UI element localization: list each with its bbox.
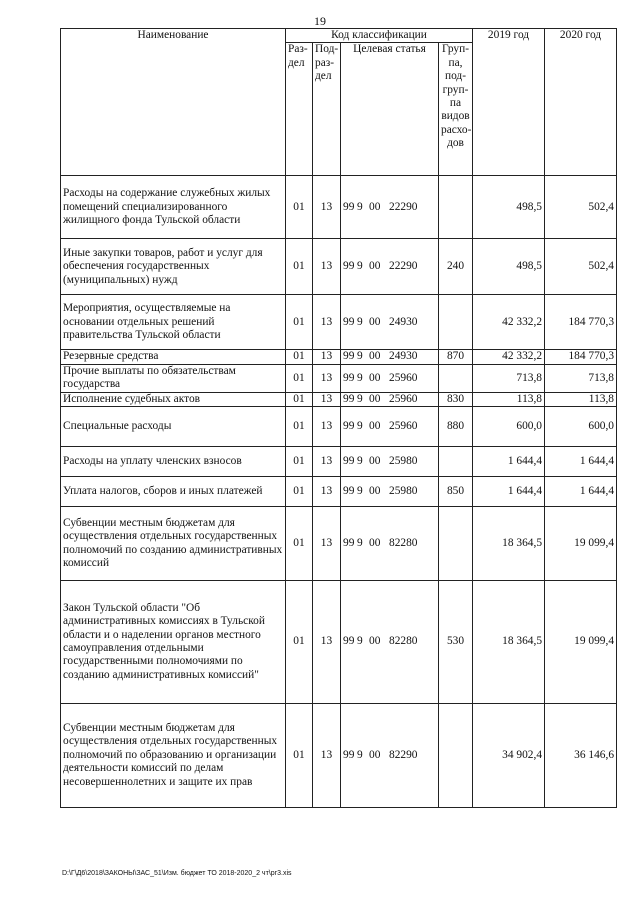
row-section: 01 bbox=[286, 447, 313, 477]
row-expense-group: 850 bbox=[439, 477, 473, 507]
target-part-1: 99 bbox=[343, 392, 355, 405]
row-subsection: 13 bbox=[313, 176, 341, 239]
row-target-article bbox=[341, 239, 439, 295]
row-year-2020: 502,4 bbox=[545, 176, 617, 239]
row-year-2020: 1 644,4 bbox=[545, 447, 617, 477]
row-year-2020: 713,8 bbox=[545, 364, 617, 392]
row-subsection: 13 bbox=[313, 581, 341, 704]
header-section: Раз- дел bbox=[286, 43, 313, 176]
row-expense-group: 870 bbox=[439, 350, 473, 364]
row-target-article bbox=[341, 350, 439, 364]
row-section: 01 bbox=[286, 350, 313, 364]
target-part-4: 24930 bbox=[389, 350, 418, 363]
header-expense-group: Груп- па, под- груп- па видов расхо- дов bbox=[439, 43, 473, 176]
target-part-4: 82290 bbox=[389, 748, 418, 761]
target-part-1: 99 bbox=[343, 748, 355, 761]
row-year-2019: 1 644,4 bbox=[473, 447, 545, 477]
table-row bbox=[61, 581, 617, 704]
row-section: 01 bbox=[286, 295, 313, 350]
row-expense-group bbox=[439, 176, 473, 239]
row-year-2019: 713,8 bbox=[473, 364, 545, 392]
row-section: 01 bbox=[286, 407, 313, 447]
row-subsection: 13 bbox=[313, 392, 341, 406]
page-number: 19 bbox=[314, 14, 326, 28]
row-year-2020: 19 099,4 bbox=[545, 581, 617, 704]
row-target-article bbox=[341, 507, 439, 581]
row-subsection: 13 bbox=[313, 239, 341, 295]
row-section: 01 bbox=[286, 507, 313, 581]
header-year-2020: 2020 год bbox=[545, 29, 617, 176]
target-part-3: 00 bbox=[369, 748, 381, 761]
row-expense-group bbox=[439, 364, 473, 392]
row-expense-group: 530 bbox=[439, 581, 473, 704]
row-section: 01 bbox=[286, 477, 313, 507]
table-header bbox=[61, 29, 617, 176]
target-part-3: 00 bbox=[369, 454, 381, 467]
header-year-2019: 2019 год bbox=[473, 29, 545, 176]
row-year-2019: 42 332,2 bbox=[473, 350, 545, 364]
row-target-article bbox=[341, 581, 439, 704]
row-name: Субвенции местным бюджетам для осуществления отдельных государственных полномочий по созданию административных комиссий bbox=[61, 507, 286, 581]
table-row bbox=[61, 295, 617, 350]
row-target-article bbox=[341, 295, 439, 350]
row-section: 01 bbox=[286, 239, 313, 295]
table-row bbox=[61, 704, 617, 808]
header-target-article: Целевая статья bbox=[341, 43, 439, 176]
target-part-1: 99 bbox=[343, 315, 355, 328]
row-name: Закон Тульской области "Об административных комиссиях в Тульской области и о наделении органов местного самоуправления отдельными государственными полномочиями по созданию административных комиссий" bbox=[61, 581, 286, 704]
target-part-1: 99 bbox=[343, 371, 355, 384]
row-section: 01 bbox=[286, 704, 313, 808]
row-name: Субвенции местным бюджетам для осуществления отдельных государственных полномочий по образованию и организации деятельности комиссий по делам несовершеннолетних и защите их прав bbox=[61, 704, 286, 808]
target-part-2: 9 bbox=[357, 371, 363, 384]
header-name: Наименование bbox=[61, 29, 286, 176]
row-expense-group bbox=[439, 447, 473, 477]
row-name: Уплата налогов, сборов и иных платежей bbox=[61, 477, 286, 507]
row-year-2019: 113,8 bbox=[473, 392, 545, 406]
row-expense-group: 830 bbox=[439, 392, 473, 406]
row-section: 01 bbox=[286, 176, 313, 239]
table-row bbox=[61, 350, 617, 364]
table-row bbox=[61, 407, 617, 447]
row-year-2020: 19 099,4 bbox=[545, 507, 617, 581]
row-year-2020: 184 770,3 bbox=[545, 295, 617, 350]
row-year-2019: 42 332,2 bbox=[473, 295, 545, 350]
row-target-article bbox=[341, 704, 439, 808]
target-part-4: 25980 bbox=[389, 484, 418, 497]
row-year-2019: 600,0 bbox=[473, 407, 545, 447]
target-part-1: 99 bbox=[343, 536, 355, 549]
target-part-4: 22290 bbox=[389, 200, 418, 213]
row-expense-group: 240 bbox=[439, 239, 473, 295]
target-part-4: 25960 bbox=[389, 392, 418, 405]
target-part-1: 99 bbox=[343, 484, 355, 497]
table-row bbox=[61, 364, 617, 392]
row-year-2020: 184 770,3 bbox=[545, 350, 617, 364]
row-name: Резервные средства bbox=[61, 350, 286, 364]
row-name: Иные закупки товаров, работ и услуг для обеспечения государственных (муниципальных) нужд bbox=[61, 239, 286, 295]
row-expense-group bbox=[439, 704, 473, 808]
target-part-3: 00 bbox=[369, 484, 381, 497]
target-part-3: 00 bbox=[369, 200, 381, 213]
target-part-2: 9 bbox=[357, 536, 363, 549]
row-target-article bbox=[341, 392, 439, 406]
table-row bbox=[61, 507, 617, 581]
target-part-4: 25980 bbox=[389, 454, 418, 467]
target-part-4: 82280 bbox=[389, 635, 418, 648]
row-year-2020: 502,4 bbox=[545, 239, 617, 295]
table-row bbox=[61, 477, 617, 507]
row-section: 01 bbox=[286, 581, 313, 704]
row-year-2019: 34 902,4 bbox=[473, 704, 545, 808]
target-part-3: 00 bbox=[369, 260, 381, 273]
target-part-2: 9 bbox=[357, 748, 363, 761]
row-year-2019: 1 644,4 bbox=[473, 477, 545, 507]
row-year-2019: 18 364,5 bbox=[473, 581, 545, 704]
row-target-article bbox=[341, 407, 439, 447]
row-year-2019: 18 364,5 bbox=[473, 507, 545, 581]
row-section: 01 bbox=[286, 392, 313, 406]
row-subsection: 13 bbox=[313, 364, 341, 392]
header-classification-code: Код классификации bbox=[286, 29, 473, 43]
row-year-2020: 600,0 bbox=[545, 407, 617, 447]
target-part-2: 9 bbox=[357, 635, 363, 648]
row-name: Расходы на уплату членских взносов bbox=[61, 447, 286, 477]
row-subsection: 13 bbox=[313, 704, 341, 808]
row-year-2020: 113,8 bbox=[545, 392, 617, 406]
row-target-article bbox=[341, 477, 439, 507]
target-part-2: 9 bbox=[357, 392, 363, 405]
row-name: Специальные расходы bbox=[61, 407, 286, 447]
row-name: Расходы на содержание служебных жилых помещений специализированного жилищного фонда Тульской области bbox=[61, 176, 286, 239]
row-name: Мероприятия, осуществляемые на основании отдельных решений правительства Тульской области bbox=[61, 295, 286, 350]
target-part-2: 9 bbox=[357, 419, 363, 432]
table-row bbox=[61, 447, 617, 477]
target-part-3: 00 bbox=[369, 419, 381, 432]
target-part-4: 82280 bbox=[389, 536, 418, 549]
row-year-2020: 1 644,4 bbox=[545, 477, 617, 507]
row-subsection: 13 bbox=[313, 407, 341, 447]
table-body bbox=[61, 176, 617, 808]
row-target-article bbox=[341, 364, 439, 392]
row-target-article bbox=[341, 176, 439, 239]
row-name: Прочие выплаты по обязательствам государства bbox=[61, 364, 286, 392]
target-part-1: 99 bbox=[343, 454, 355, 467]
target-part-4: 25960 bbox=[389, 371, 418, 384]
target-part-2: 9 bbox=[357, 315, 363, 328]
table-row bbox=[61, 392, 617, 406]
row-expense-group: 880 bbox=[439, 407, 473, 447]
row-name: Исполнение судебных актов bbox=[61, 392, 286, 406]
row-subsection: 13 bbox=[313, 295, 341, 350]
target-part-3: 00 bbox=[369, 635, 381, 648]
header-subsection: Под- раз- дел bbox=[313, 43, 341, 176]
row-year-2019: 498,5 bbox=[473, 239, 545, 295]
row-section: 01 bbox=[286, 364, 313, 392]
target-part-2: 9 bbox=[357, 454, 363, 467]
target-part-2: 9 bbox=[357, 200, 363, 213]
target-part-1: 99 bbox=[343, 350, 355, 363]
target-part-1: 99 bbox=[343, 635, 355, 648]
target-part-2: 9 bbox=[357, 350, 363, 363]
target-part-3: 00 bbox=[369, 536, 381, 549]
file-path-footer: D:\Г\Д6\2018\ЗАКОНЫ\ЗАС_51\Изм. бюджет ТО 2018-2020_2 чт\рг3.xis bbox=[62, 870, 292, 877]
target-part-4: 25960 bbox=[389, 419, 418, 432]
target-part-4: 24930 bbox=[389, 315, 418, 328]
row-year-2020: 36 146,6 bbox=[545, 704, 617, 808]
row-target-article bbox=[341, 447, 439, 477]
row-expense-group bbox=[439, 507, 473, 581]
target-part-3: 00 bbox=[369, 350, 381, 363]
target-part-1: 99 bbox=[343, 200, 355, 213]
target-part-2: 9 bbox=[357, 260, 363, 273]
target-part-3: 00 bbox=[369, 315, 381, 328]
target-part-2: 9 bbox=[357, 484, 363, 497]
table-row bbox=[61, 239, 617, 295]
target-part-1: 99 bbox=[343, 260, 355, 273]
row-subsection: 13 bbox=[313, 477, 341, 507]
target-part-3: 00 bbox=[369, 371, 381, 384]
row-subsection: 13 bbox=[313, 350, 341, 364]
target-part-4: 22290 bbox=[389, 260, 418, 273]
row-expense-group bbox=[439, 295, 473, 350]
row-year-2019: 498,5 bbox=[473, 176, 545, 239]
row-subsection: 13 bbox=[313, 507, 341, 581]
row-subsection: 13 bbox=[313, 447, 341, 477]
table-row bbox=[61, 176, 617, 239]
budget-table bbox=[60, 28, 617, 808]
target-part-1: 99 bbox=[343, 419, 355, 432]
target-part-3: 00 bbox=[369, 392, 381, 405]
